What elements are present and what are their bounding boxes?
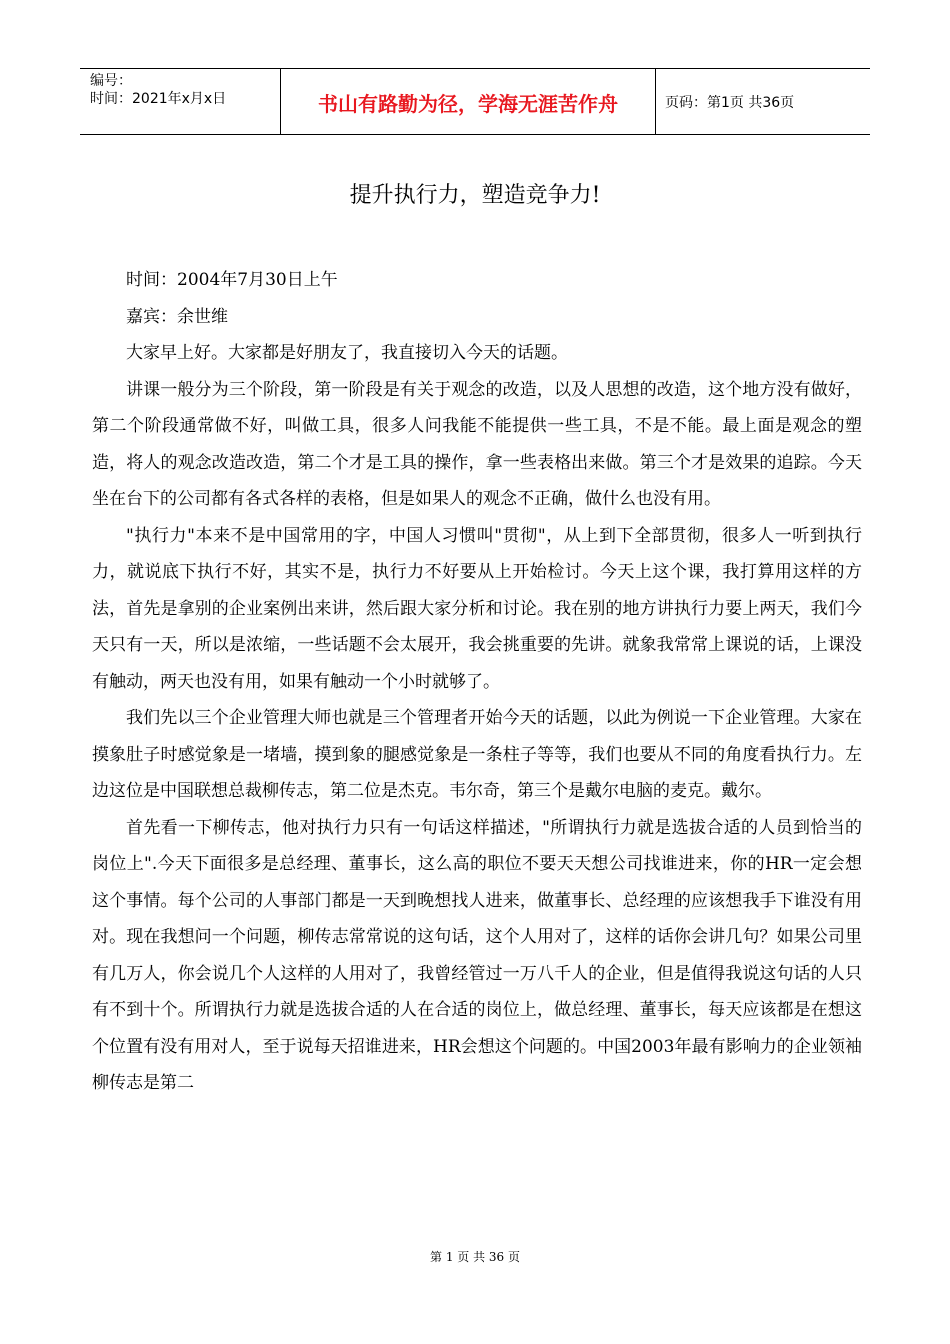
paragraph: "执行力"本来不是中国常用的字，中国人习惯叫"贯彻"，从上到下全部贯彻，很多人一听到执行力，就说底下执行不好，其实不是，执行力不好要从上开始检讨。今天上这个课，我打算用这样的方法，首先是拿别的企业案例出来讲，然后跟大家分析和讨论。我在别的地方讲执行力要上两天，我们今天只有一天，所以是浓缩，一些话题不会太展开，我会挑重要的先讲。就象我常常上课说的话，上课没有触动，两天也没有用，如果有触动一个小时就够了。 [92,525,862,692]
header-left-cell [80,69,280,135]
paragraph: 我们先以三个企业管理大师也就是三个管理者开始今天的话题，以此为例说一下企业管理。大家在摸象肚子时感觉象是一堵墙，摸到象的腿感觉象是一条柱子等等，我们也要从不同的角度看执行力。左边这位是中国联想总裁柳传志，第二位是杰克。韦尔奇，第三个是戴尔电脑的麦克。戴尔。 [92,708,862,801]
paragraph: 讲课一般分为三个阶段，第一阶段是有关于观念的改造，以及人思想的改造，这个地方没有做好，第二个阶段通常做不好，叫做工具，很多人问我能不能提供一些工具，不是不能。最上面是观念的塑造，将人的观念改造改造，第二个才是工具的操作，拿一些表格出来做。第三个才是效果的追踪。今天坐在台下的公司都有各式各样的表格，但是如果人的观念不正确，做什么也没有用。 [92,379,862,509]
page-footer: 第 1 页 共 36 页 [430,1250,520,1264]
meta-time: 时间：2004年7月30日上午 [126,270,338,290]
header-motto: 书山有路勤为径，学海无涯苦作舟 [280,69,656,135]
time-label: 时间：2021年x月x日 [90,91,227,107]
paragraph: 大家早上好。大家都是好朋友了，我直接切入今天的话题。 [126,343,568,363]
page-header [80,68,870,135]
paragraph: 首先看一下柳传志，他对执行力只有一句话这样描述，"所谓执行力就是选拔合适的人员到恰当的岗位上".今天下面很多是总经理、董事长，这么高的职位不要天天想公司找谁进来，你的HR一定会想这个事情。每个公司的人事部门都是一天到晚想找人进来，做董事长、总经理的应该想我手下谁没有用对。现在我想问一个问题，柳传志常常说的这句话，这个人用对了，这样的话你会讲几句？如果公司里有几万人，你会说几个人这样的人用对了，我曾经管过一万八千人的企业，但是值得我说这句话的人只有不到十个。所谓执行力就是选拔合适的人在合适的岗位上，做总经理、董事长，每天应该都是在想这个位置有没有用对人，至于说每天招谁进来，HR会想这个问题的。中国2003年最有影响力的企业领袖柳传志是第二 [92,817,862,1093]
number-label: 编号： [90,73,132,89]
meta-guest: 嘉宾：余世维 [126,306,228,327]
document-title: 提升执行力，塑造竞争力! [349,183,601,208]
header-page-code: 页码：第1页 共36页 [665,95,795,111]
document-body [92,262,862,1102]
